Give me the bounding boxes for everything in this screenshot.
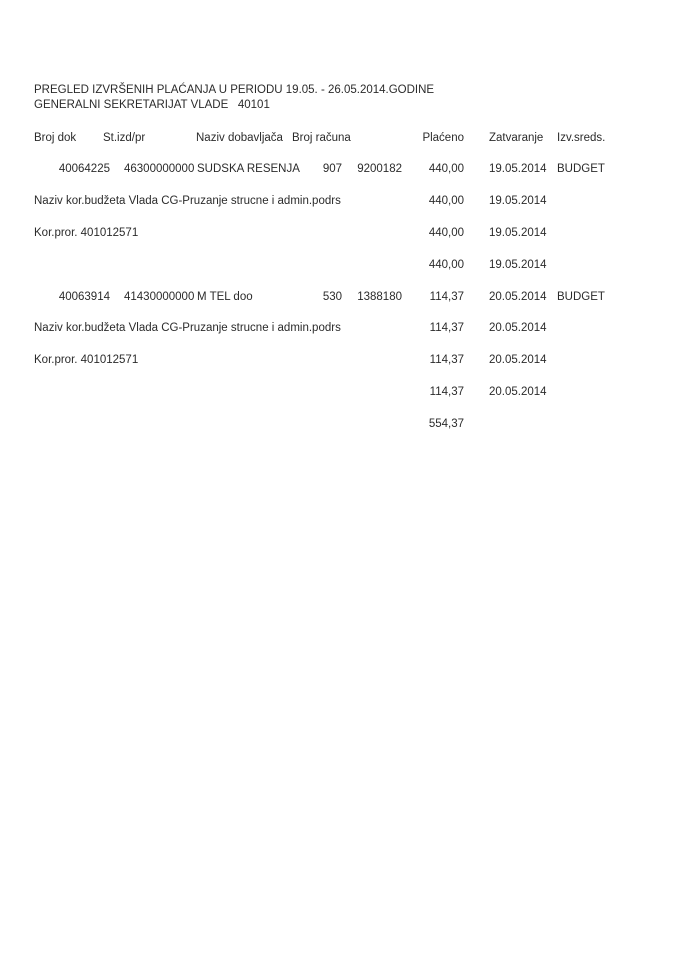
table-header-row <box>0 131 679 147</box>
cell-placeno: 440,00 <box>428 163 464 175</box>
cell-naziv-dobavljaca: SUDSKA RESENJA <box>197 163 300 175</box>
amount-row <box>0 385 679 401</box>
budget-user-row <box>0 321 679 337</box>
cell-broj-dok: 40064225 <box>58 163 110 175</box>
cell-zatvaranje: 19.05.2014 <box>489 195 547 207</box>
cell-placeno: 440,00 <box>428 227 464 239</box>
cell-placeno: 440,00 <box>428 195 464 207</box>
cell-zatvaranje: 20.05.2014 <box>489 354 547 366</box>
cell-label: Naziv kor.budžeta Vlada CG-Pruzanje strucne i admin.podrs <box>34 322 341 334</box>
report-title-line1: PREGLED IZVRŠENIH PLAĆANJA U PERIODU 19.05. - 26.05.2014.GODINE <box>34 84 435 96</box>
cell-zatvaranje: 19.05.2014 <box>489 259 547 271</box>
cell-label: Naziv kor.budžeta Vlada CG-Pruzanje strucne i admin.podrs <box>34 195 341 207</box>
cell-racun-1: 907 <box>322 163 342 175</box>
cell-st-izd-pr: 41430000000 <box>124 291 195 303</box>
cell-label: Kor.pror. 401012571 <box>34 227 139 239</box>
cell-izv-sreds: BUDGET <box>557 291 605 303</box>
cell-izv-sreds: BUDGET <box>557 163 605 175</box>
cell-naziv-dobavljaca: M TEL doo <box>197 291 253 303</box>
cell-total-placeno: 554,37 <box>428 418 464 430</box>
column-header-naziv-dobavljaca: Naziv dobavljača <box>196 132 283 144</box>
cell-zatvaranje: 20.05.2014 <box>489 291 547 303</box>
cell-zatvaranje: 19.05.2014 <box>489 163 547 175</box>
cell-placeno: 114,37 <box>429 354 464 366</box>
cell-placeno: 114,37 <box>429 291 464 303</box>
cell-placeno: 114,37 <box>429 386 464 398</box>
total-row <box>0 417 679 433</box>
program-row <box>0 226 679 242</box>
cell-zatvaranje: 19.05.2014 <box>489 227 547 239</box>
budget-user-row <box>0 194 679 210</box>
cell-broj-dok: 40063914 <box>58 291 110 303</box>
cell-st-izd-pr: 46300000000 <box>124 163 195 175</box>
cell-zatvaranje: 20.05.2014 <box>489 386 547 398</box>
cell-racun-2: 9200182 <box>357 163 402 175</box>
column-header-st-izd-pr: St.izd/pr <box>103 132 146 144</box>
column-header-zatvaranje: Zatvaranje <box>489 132 544 144</box>
cell-placeno: 114,37 <box>429 322 464 334</box>
column-header-broj-dok: Broj dok <box>34 132 77 144</box>
column-header-placeno: Plaćeno <box>422 132 464 144</box>
column-header-broj-racuna: Broj računa <box>292 132 351 144</box>
report-title-line2: GENERALNI SEKRETARIJAT VLADE 40101 <box>34 99 270 111</box>
cell-racun-1: 530 <box>322 291 342 303</box>
program-row <box>0 353 679 369</box>
cell-racun-2: 1388180 <box>357 291 402 303</box>
column-header-izv-sreds: Izv.sreds. <box>557 132 606 144</box>
payment-row <box>0 162 679 178</box>
cell-placeno: 440,00 <box>428 259 464 271</box>
cell-zatvaranje: 20.05.2014 <box>489 322 547 334</box>
amount-row <box>0 258 679 274</box>
cell-label: Kor.pror. 401012571 <box>34 354 139 366</box>
payment-row <box>0 290 679 306</box>
